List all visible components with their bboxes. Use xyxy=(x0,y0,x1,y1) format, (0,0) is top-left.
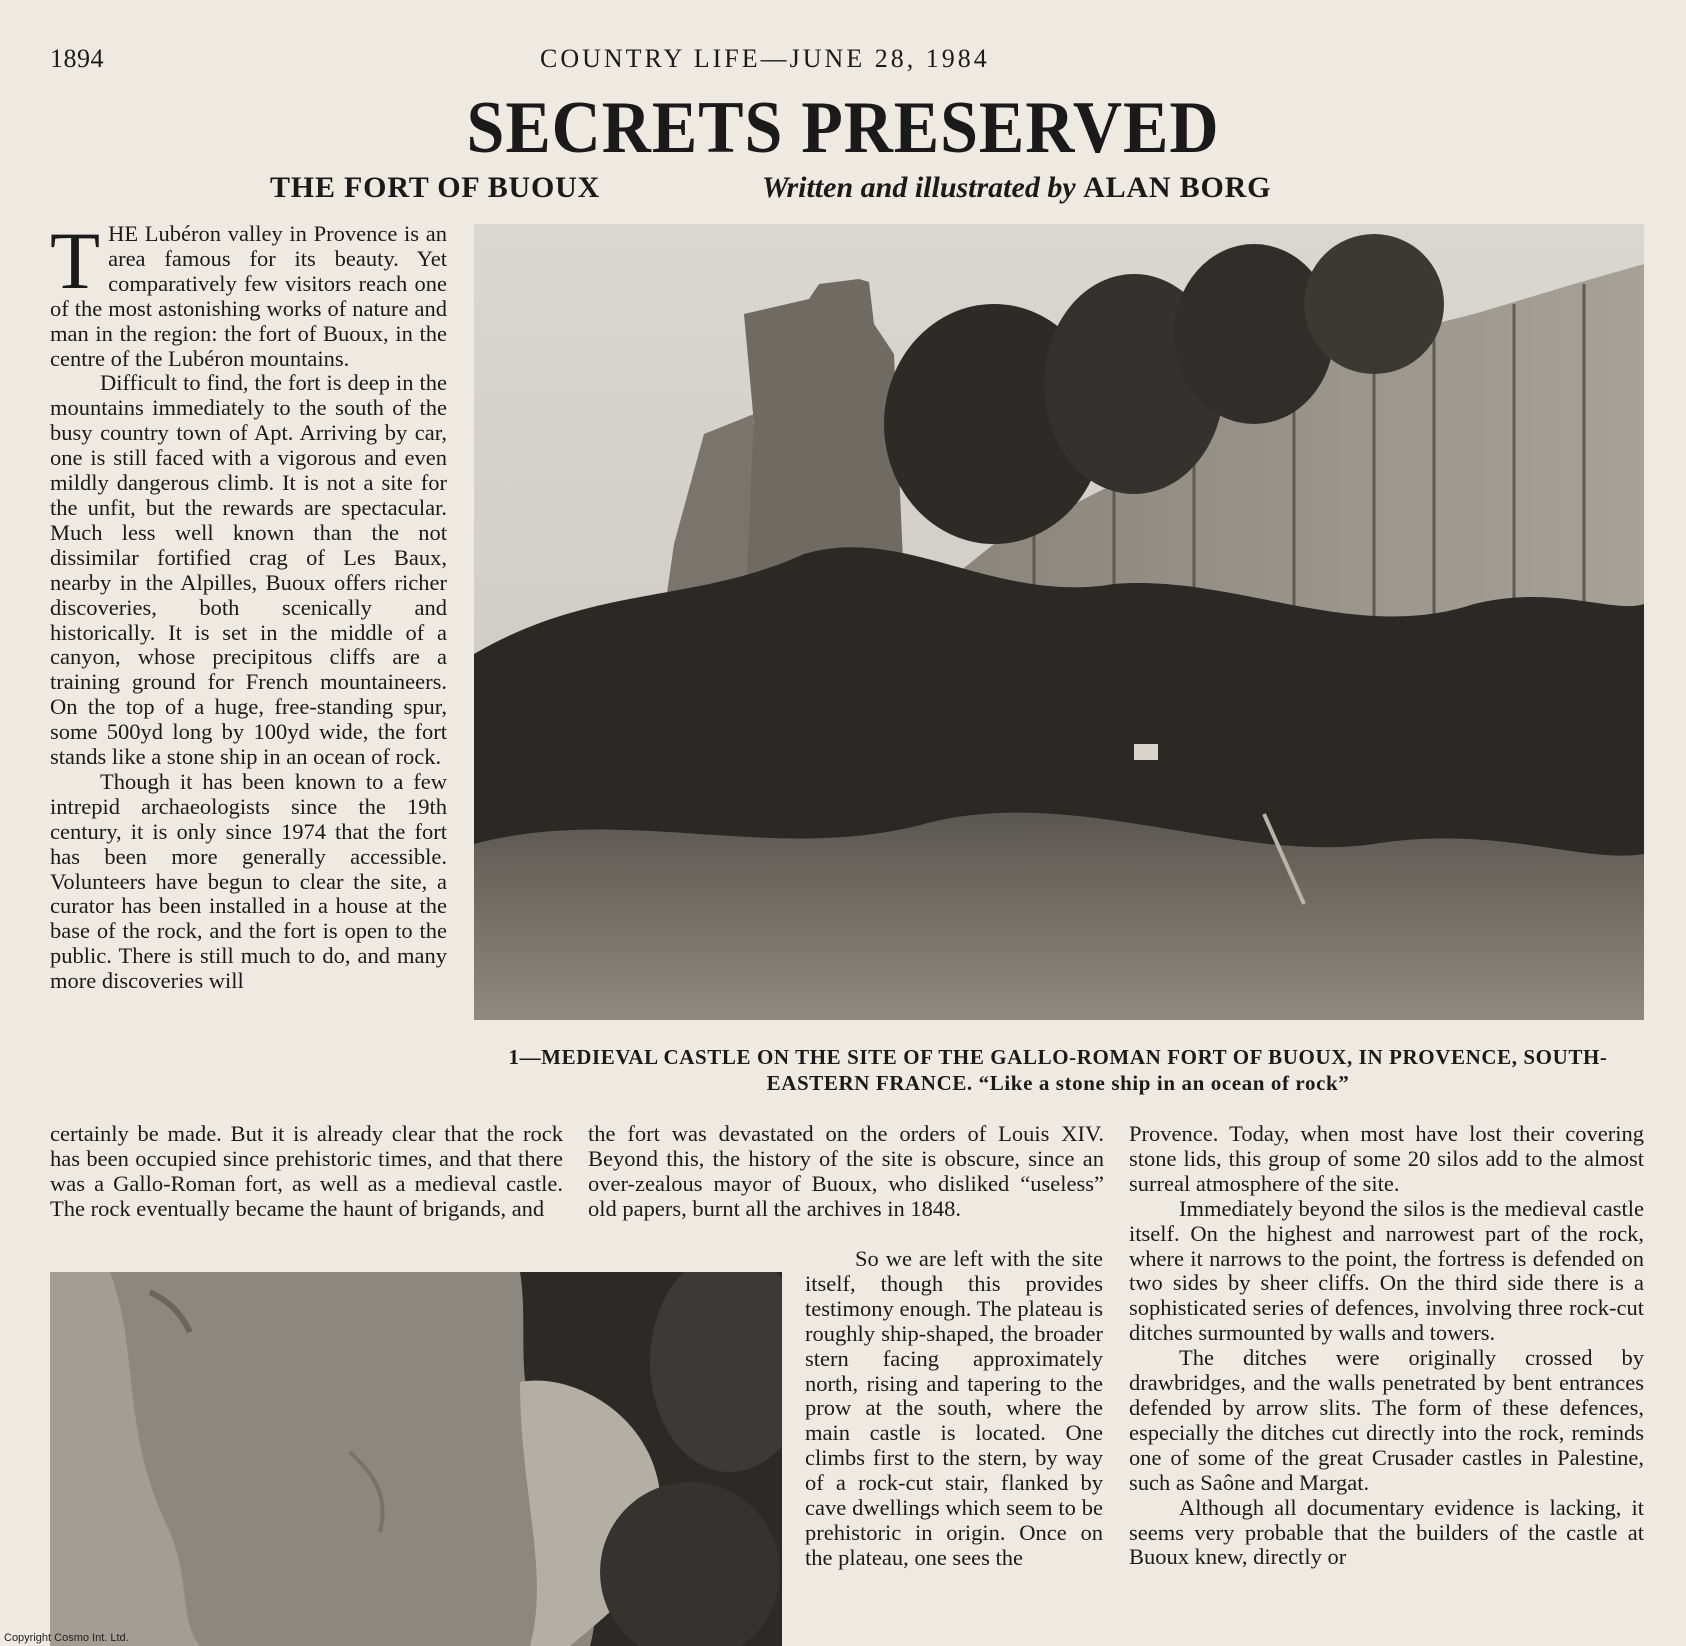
castle-photo-illustration xyxy=(474,224,1644,1020)
column-middle-bottom xyxy=(805,1247,1103,1571)
cliff-photo xyxy=(50,1272,782,1646)
column-left-top xyxy=(50,215,447,994)
byline-author: ALAN BORG xyxy=(1083,171,1272,204)
page-number: 1894 xyxy=(50,44,104,73)
cliff-photo-illustration xyxy=(50,1272,782,1646)
caption-main: 1—MEDIEVAL CASTLE ON THE SITE OF THE GALLO-ROMAN FORT OF BUOUX, IN PROVENCE, SOUTH-EASTERN FRANCE. xyxy=(508,1045,1608,1095)
drop-cap: T xyxy=(50,215,101,306)
article-subtitle: THE FORT OF BUOUX xyxy=(270,171,601,204)
paragraph-1: THE Lubéron valley in Provence is an area famous for its beauty. Yet comparatively few visitors reach one of the most astonishing works of nature and man in the region: the fort of Buoux, in the centre of the Lubéron mountains. xyxy=(50,215,447,371)
byline xyxy=(762,171,1271,205)
paragraph-6: The ditches were originally crossed by drawbridges, and the walls penetrated by bent entrances defended by arrow slits. The form of these defences, especially the ditches cut directly into the rock, reminds one of some of the great Crusader castles in Palestine, such as Saône and Margat. xyxy=(1129,1345,1644,1495)
paragraph-2: Difficult to find, the fort is deep in the mountains immediately to the south of the busy country town of Apt. Arriving by car, one is still faced with a vigorous and even mildly dangerous climb. It is not a site for the unfit, but the rewards are spectacular. Much less well known than the not dissimilar fortified crag of Les Baux, nearby in the Alpilles, Buoux offers richer discoveries, both scenically and historically. It is set in the middle of a canyon, whose precipitous cliffs are a training ground for French mountaineers. On the top of a huge, free-standing spur, some 500yd long by 100yd wide, the fort stands like a stone ship in an ocean of rock. xyxy=(50,370,447,770)
paragraph-3-continued: certainly be made. But it is already clear that the rock has been occupied since prehistoric times, and that there was a Gallo-Roman fort, as well as a medieval castle. The rock eventually became the haunt of brigands, and xyxy=(50,1121,563,1221)
byline-prefix: Written and illustrated by xyxy=(762,171,1076,204)
paragraph-4: So we are left with the site itself, though this provides testimony enough. The plateau is roughly ship-shaped, the broader stern facing approximately north, rising and tapering to the prow at the south, where the main castle is located. One climbs first to the stern, by way of a rock-cut stair, flanked by cave dwellings which seem to be prehistoric in origin. Once on the plateau, one sees the xyxy=(805,1246,1103,1570)
caption-quote: “Like a stone ship in an ocean of rock” xyxy=(978,1071,1350,1095)
paragraph-7: Although all documentary evidence is lacking, it seems very probable that the builders of the castle at Buoux knew, directly or xyxy=(1129,1494,1644,1570)
figure-1-caption xyxy=(470,1044,1646,1096)
column-left-wide xyxy=(50,1122,563,1222)
running-head: COUNTRY LIFE—JUNE 28, 1984 xyxy=(540,44,990,73)
column-right xyxy=(1129,1122,1644,1570)
paragraph-3: Though it has been known to a few intrepid archaeologists since the 19th century, it is only since 1974 that the fort has been more generally accessible. Volunteers have begun to clear the site, a curator has been installed in a house at the base of the rock, and the fort is open to the public. There is still much to do, and many more discoveries will xyxy=(50,768,447,994)
paragraph-4-continued: Provence. Today, when most have lost their covering stone lids, this group of some 20 silos add to the almost surreal atmosphere of the site. xyxy=(1129,1121,1644,1196)
article-title: SECRETS PRESERVED xyxy=(466,87,1220,169)
castle-photo xyxy=(474,224,1644,1020)
column-middle-top xyxy=(588,1122,1104,1222)
copyright-notice: Copyright Cosmo Int. Ltd. xyxy=(4,1632,129,1644)
paragraph-3-end: the fort was devastated on the orders of Louis XIV. Beyond this, the history of the site is obscure, since an over-zealous mayor of Buoux, who disliked “useless” old papers, burnt all the archives in 1848. xyxy=(588,1121,1104,1221)
paragraph-5: Immediately beyond the silos is the medieval castle itself. On the highest and narrowest part of the rock, where it narrows to the point, the fortress is defended on two sides by sheer cliffs. On the third side there is a sophisticated series of defences, involving three rock-cut ditches surmounted by walls and towers. xyxy=(1129,1195,1644,1346)
